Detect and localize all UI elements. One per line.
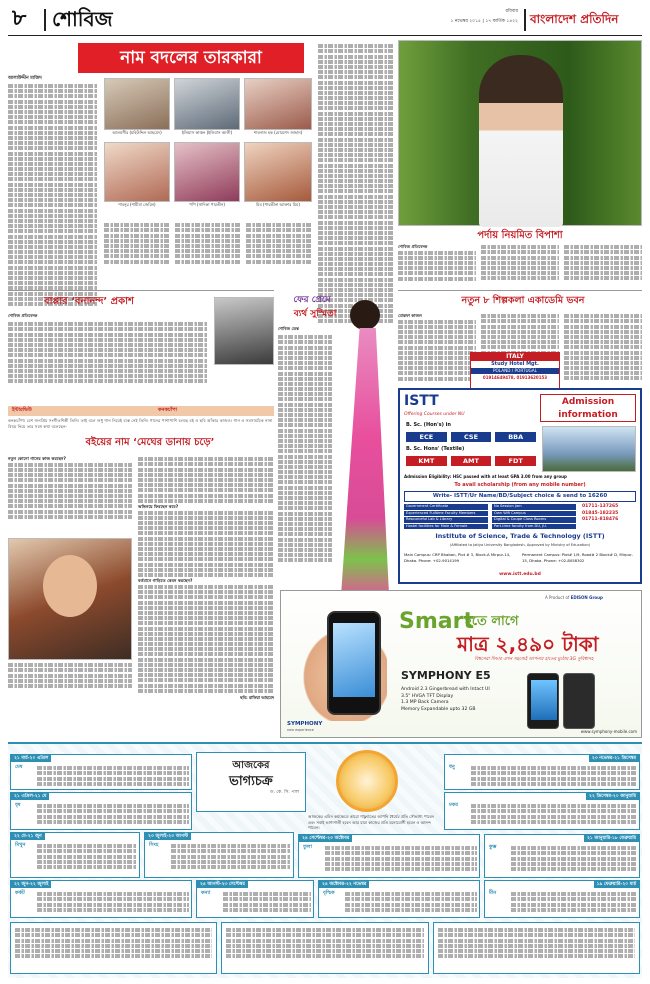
sushmita-saree	[338, 328, 392, 600]
star-caption: শাবনাজ হক (মোরশেদ জাহান)	[253, 130, 303, 135]
symphony-phone-image	[327, 611, 381, 715]
istt-feature: Digital & Coupe Class Rooms	[492, 517, 576, 523]
sushmita-body	[278, 334, 332, 563]
interview-question: নতুন কোনো গানের কাজ করছেন?	[8, 456, 66, 461]
istt-features	[404, 504, 576, 529]
sushmita-section	[278, 290, 396, 600]
istt-logo: ISTT	[404, 393, 439, 409]
sign-name: ধনু	[449, 764, 455, 770]
horoscope-author: ড. কে. সি. পাল	[270, 790, 299, 796]
horoscope-bottom-strip	[10, 922, 640, 974]
istt-main-campus: Main Campus: CRP Bhaban, Plot # 3, Block-A Mirpur-14, Dhaka. Phone: +02-9014199	[404, 552, 511, 563]
symphony-spec: 3.5" HVGA TFT Display	[401, 693, 454, 699]
interview-tag-bar	[8, 406, 274, 416]
sign-dates: ২২ মে-২১ জুন	[11, 833, 45, 840]
symphony-brand: SYMPHONY	[287, 721, 323, 727]
star-caption: ইলিয়াস কাঞ্চন (ইলিয়াস আলী)	[181, 130, 233, 135]
italy-course: Study Hotel Mgt.	[491, 361, 539, 367]
symphony-brand-logo	[287, 721, 347, 732]
sign-dates: ১৯ ফেব্রুয়ারি-২০ মার্চ	[594, 881, 640, 888]
header-date: ১ নভেম্বর ২০১৫ | ১৭ কার্তিক ১৪২২	[450, 19, 518, 24]
star-caption: মিম (পারভীনা আক্তার মিম)	[256, 202, 300, 207]
istt-course: ECE	[406, 432, 447, 442]
istt-phones: 01711-137265 01845-182235 01711-818476	[582, 504, 619, 522]
symphony-spec: Android 2.3 Gingerbread with Intact UI	[401, 687, 490, 692]
istt-perm-campus: Permanent Campus: Plot# 1/9, Road# 2 Block# D, Mirpur-15, Dhaka. Phone: +02-8058302	[522, 552, 633, 563]
horoscope-sign-cancer	[10, 880, 192, 918]
star-photos	[104, 78, 312, 218]
sign-name: মেষ	[15, 764, 23, 770]
interview-tag: ইন্টারভিউ	[12, 407, 32, 413]
symphony-model: SYMPHONY E5	[401, 669, 491, 682]
symphony-phone-front	[527, 673, 559, 729]
symphony-phone-screen	[333, 623, 375, 697]
symphony-spec: Memory Expandable upto 32 GB	[401, 706, 476, 712]
horoscope-title-bottom: ভাগ্যচক্র	[229, 773, 273, 789]
horoscope-title-box	[196, 752, 306, 812]
istt-scholarship: To avail scholarship (from any mobile number)	[454, 482, 586, 488]
sign-dates: ২১ এপ্রিল-২১ মে	[11, 793, 49, 800]
sign-dates: ২১ মার্চ-২০ এপ্রিল	[11, 755, 51, 762]
sign-dates: ২৪ সেপ্টেম্বর-২৩ অক্টোবর	[299, 835, 352, 842]
kanakchapa-face	[43, 555, 97, 617]
italy-countries: POLAND / PORTUGAL	[471, 368, 559, 374]
page-number: ৮	[12, 6, 27, 31]
sign-dates: ২৩ জুলাই-২৩ আগস্ট	[145, 833, 191, 840]
horoscope-intro: আজকের এমিন কর্মক্ষেত্রে কারো গাফ্ল্যাতের আপনি ধৈর্যের প্রতি সৌভাগ্য পাবেন এবং সবাই ভাগ্যশালী হবেন আর যারা কাজের প্রতি মনোযোগী হবেন ও আনন্দ পাবেন।	[308, 814, 434, 830]
main-story-left-col	[8, 76, 98, 307]
horoscope-extra-box	[221, 922, 428, 974]
bipasha-byline: শোবিজ প্রতিবেদক	[398, 244, 428, 249]
academy-byline: মোস্তফা কাজল	[398, 313, 422, 318]
sign-dates: ২২ জুন-২২ জুলাই	[11, 881, 51, 888]
sign-name: কুম্ভ	[489, 844, 497, 850]
sign-name: কর্কট	[15, 890, 25, 896]
bappa-photo	[214, 297, 274, 365]
sign-dates: ২৪ অক্টোবর-২২ নভেম্বর	[319, 881, 369, 888]
symphony-subline: বিশ্বসেরা ফিচার এখন সহজেই আপনার হাতের মুঠোয় 3G সুবিধাসহ	[474, 657, 594, 662]
istt-courses-row2	[406, 456, 536, 466]
photo-caption-body	[8, 662, 132, 689]
symphony-site[interactable]: www.symphony-mobile.com	[580, 729, 637, 734]
istt-admission-banner: Admission information	[540, 394, 636, 422]
istt-feature: Own Wifi Campus	[492, 511, 576, 517]
istt-bsc-textile: B. Sc. Hons' (Textile)	[406, 446, 465, 452]
istt-course: AMT	[451, 456, 492, 466]
bipasha-body	[398, 244, 642, 290]
horoscope-sign-sagittarius	[444, 754, 640, 790]
sign-name: সিংহ	[149, 842, 159, 848]
star-caption: শাবনূর (শামীমা জেরিন)	[118, 202, 156, 207]
horoscope-sign-taurus	[10, 792, 192, 830]
main-story-title: নাম বদলের তারকারা	[120, 47, 262, 68]
bappa-title: বাপ্পার ‘বনানন্দ’ প্রকাশ	[44, 296, 134, 307]
horoscope-sign-gemini	[10, 832, 140, 878]
istt-offering: Offering Courses under NU	[404, 412, 465, 417]
kanakchapa-photo	[8, 538, 132, 660]
istt-affiliation: (Affiliated to Jatiya University Bangladesh, Approved by Ministry of Education)	[449, 543, 591, 547]
italy-label: ITALY	[471, 353, 559, 361]
istt-ad[interactable]	[398, 388, 642, 584]
header-divider	[44, 9, 46, 31]
symphony-phone-back	[563, 673, 595, 729]
star-photo-mim	[244, 142, 312, 202]
istt-feature: No Session Jam	[492, 504, 576, 510]
istt-feature: Government Certificate	[404, 504, 488, 510]
italy-phone: 01914649478, 01913620153	[482, 375, 548, 380]
interview-question: অভিনয়ে ফিরছেন কবে?	[138, 503, 179, 509]
main-story-body-bottom	[104, 222, 312, 276]
star-photo-popy	[174, 142, 240, 202]
symphony-phone-front-screen	[531, 680, 557, 720]
symphony-product-of-text: A Product of	[545, 595, 570, 600]
masthead-divider	[524, 9, 526, 31]
interview-col-left	[8, 456, 132, 520]
page-header	[8, 4, 642, 36]
star-caption: আলমগীর (মহিউদ্দিন আহমেদ)	[112, 130, 162, 135]
star-caption: পপি (সাদিকা পারভীন)	[189, 202, 225, 207]
istt-bsc-hons: B. Sc. (Hon's) in	[406, 422, 451, 428]
istt-feature: Experienced Fulltime Faculty Members	[404, 511, 488, 517]
horoscope-sign-scorpio	[318, 880, 480, 918]
horoscope-sign-aquarius	[484, 834, 640, 878]
horoscope-sign-capricorn	[444, 792, 640, 830]
istt-feature: Resourceful Lab & Library	[404, 517, 488, 523]
istt-sms: Write- ISTT/Ur Name/BD/Subject choice & send to 16260	[404, 491, 636, 502]
symphony-smart: Smart	[399, 609, 474, 634]
istt-eligibility: Admission Eligibility: HSC passed with at least GPA 3.00 from any group	[404, 474, 567, 479]
symphony-ad[interactable]	[280, 590, 642, 738]
bipasha-title: পর্দায় নিয়মিত বিপাশা	[477, 230, 563, 241]
horoscope-extra-box	[10, 922, 217, 974]
horoscope-sign-aries	[10, 754, 192, 790]
horoscope-sign-pisces	[484, 880, 640, 918]
academy-title: নতুন ৮ শিল্পকলা একাডেমি ভবন	[461, 295, 585, 306]
bappa-body	[8, 321, 208, 384]
header-day: রবিবার	[505, 9, 518, 14]
sign-dates: ২২ ডিসেম্বর-২০ জানুয়ারি	[586, 793, 639, 800]
section-name: শোবিজ	[52, 7, 113, 31]
sign-dates: ২৩ নভেম্বর-২১ ডিসেম্বর	[589, 755, 639, 762]
sign-name: কন্যা	[201, 890, 211, 896]
istt-course: FDT	[495, 456, 536, 466]
masthead-logo: বাংলাদেশ প্রতিদিন	[530, 12, 619, 26]
istt-feature: Part-time faculty from DU, JU.	[492, 524, 576, 530]
horoscope-title-top: আজকের	[232, 760, 270, 771]
interview-subject-tag: কনকচাঁপা	[158, 407, 177, 413]
sign-name: তুলা	[303, 844, 312, 850]
star-photo-shabnur	[104, 142, 170, 202]
horoscope-sign-leo	[144, 832, 294, 878]
istt-website[interactable]: www.istt.edu.bd	[499, 572, 541, 577]
istt-course: KMT	[406, 456, 447, 466]
istt-institute: Institute of Science, Trade & Technology (ISTT)	[435, 532, 605, 540]
star-photo-shabnaz	[244, 78, 312, 130]
interview-lead: কনকচাঁপা। বেশ জনপ্রিয় সংগীতশিল্পী তিনি। তাই বলে শুধু গান নিয়েই ব্যস্ত নেই তিনি। গানের পাশাপাশি চলছে বই ও ছবি আঁকার কাজও। গান ও সমসাময়িক নানা বিষয় নিয়ে তার সঙ্গে কথা বলেছেন-	[8, 418, 273, 429]
sign-name: মিথুন	[15, 842, 26, 848]
edison-group-logo: EDISON Group	[570, 595, 603, 600]
symphony-price: মাত্র ২,৪৯০ টাকা	[457, 632, 599, 656]
star-photo-alamgir	[104, 78, 170, 130]
horoscope-sign-libra	[298, 834, 480, 878]
bappa-byline: শোবিজ প্রতিবেদক	[8, 313, 38, 318]
istt-course: CSE	[451, 432, 492, 442]
symphony-product-of	[545, 595, 603, 600]
sign-name: মীন	[489, 890, 497, 896]
interview-title: বইয়ের নাম ‘মেঘের ডানায় চড়ে’	[85, 437, 215, 448]
main-story-byline: আলাউদ্দীন মাজিদ	[8, 76, 42, 81]
bipasha-figure	[479, 55, 563, 227]
sushmita-head	[350, 300, 380, 330]
interview-credit: ছবি: রাফিয়া আহমেদ	[240, 694, 274, 700]
istt-courses-row1	[406, 432, 536, 442]
symphony-spec: 1.3 MP Back Camera	[401, 700, 449, 705]
horoscope-sign-virgo	[196, 880, 314, 918]
main-story-right-col	[318, 43, 394, 324]
interview-question: বর্তমানে গাড়িতে কেমন করছেন?	[138, 578, 193, 584]
sushmita-photo	[334, 300, 396, 600]
horoscope-wheel-icon	[336, 750, 398, 812]
sign-name: বৃষ	[15, 802, 21, 808]
bipasha-photo	[398, 40, 642, 226]
sushmita-title-top: ফের প্রেমে	[293, 295, 331, 305]
symphony-specs	[401, 687, 511, 713]
symphony-price-top: হতে লাগে	[465, 614, 519, 629]
sign-dates: ২৪ আগস্ট-২৩ সেপ্টেম্বর	[197, 881, 248, 888]
star-photo-ilias-kanchan	[174, 78, 240, 130]
sign-dates: ২১ জানুয়ারি-১৮ ফেব্রুয়ারি	[584, 835, 639, 842]
symphony-tagline: new experience	[287, 728, 314, 732]
interview-col-mid	[138, 456, 274, 700]
bappa-section	[8, 290, 274, 404]
istt-feature: Hostel facilities for Male & Female	[404, 524, 488, 530]
sushmita-title-bottom: ব্যর্থ সুস্মিতা	[293, 309, 337, 319]
sushmita-byline: শোবিজ ডেস্ক	[278, 326, 299, 331]
sign-name: বৃশ্চিক	[323, 890, 335, 896]
istt-campus-photo	[542, 426, 636, 472]
main-story-title-bar	[78, 43, 304, 73]
istt-course: BBA	[495, 432, 536, 442]
horoscope-extra-box	[433, 922, 640, 974]
sign-name: মকর	[449, 802, 459, 808]
